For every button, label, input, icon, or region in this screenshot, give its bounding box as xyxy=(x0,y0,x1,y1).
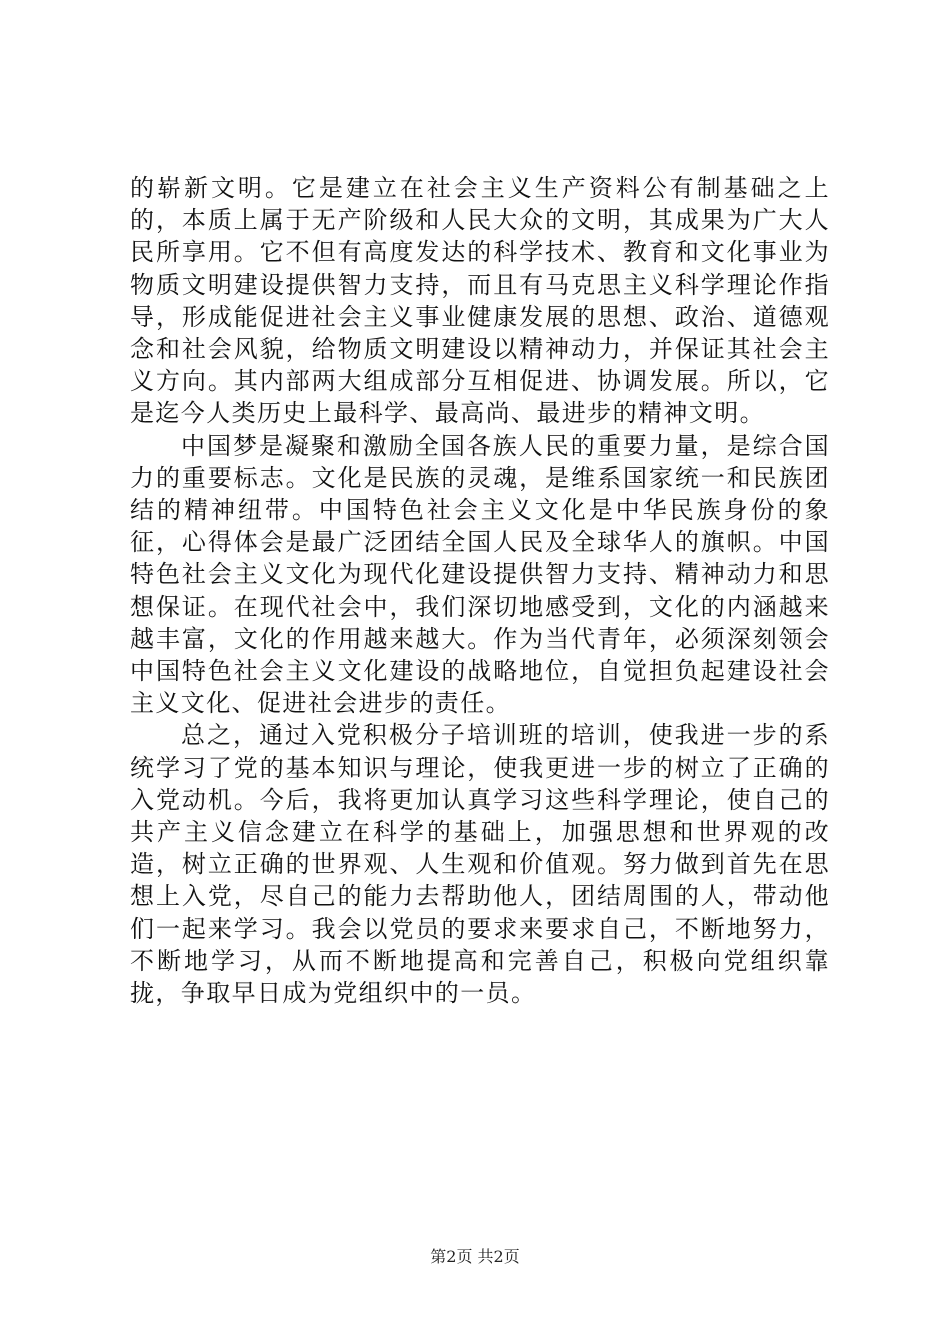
paragraph-continuation: 的崭新文明。它是建立在社会主义生产资料公有制基础之上的，本质上属于无产阶级和人民大众的文明，其成果为广大人民所享用。它不但有高度发达的科学技术、教育和文化事业为物质文明建设提供智力支持，而且有马克思主义科学理论作指导，形成能促进社会主义事业健康发展的思想、政治、道德观念和社会风貌，给物质文明建设以精神动力，并保证其社会主义方向。其内部两大组成部分互相促进、协调发展。所以，它是迄今人类历史上最科学、最高尚、最进步的精神文明。 xyxy=(130,174,830,428)
paragraph-chinese-dream: 中国梦是凝聚和激励全国各族人民的重要力量，是综合国力的重要标志。文化是民族的灵魂，是维系国家统一和民族团结的精神纽带。中国特色社会主义文化是中华民族身份的象征，心得体会是最广泛团结全国人民及全球华人的旗帜。中国特色社会主义文化为现代化建设提供智力支持、精神动力和思想保证。在现代社会中，我们深切地感受到，文化的内涵越来越丰富，文化的作用越来越大。作为当代青年，必须深刻领会中国特色社会主义文化建设的战略地位，自觉担负起建设社会主义文化、促进社会进步的责任。 xyxy=(130,431,830,718)
page-number-footer: 第2页 共2页 xyxy=(430,1247,520,1266)
paragraph-conclusion: 总之，通过入党积极分子培训班的培训，使我进一步的系统学习了党的基本知识与理论，使我更进一步的树立了正确的入党动机。今后，我将更加认真学习这些科学理论，使自己的共产主义信念建立在科学的基础上，加强思想和世界观的改造，树立正确的世界观、人生观和价值观。努力做到首先在思想上入党，尽自己的能力去帮助他人，团结周围的人，带动他们一起来学习。我会以党员的要求来要求自己，不断地努力，不断地学习，从而不断地提高和完善自己，积极向党组织靠拢，争取早日成为党组织中的一员。 xyxy=(130,721,830,1008)
document-body xyxy=(130,172,830,1009)
